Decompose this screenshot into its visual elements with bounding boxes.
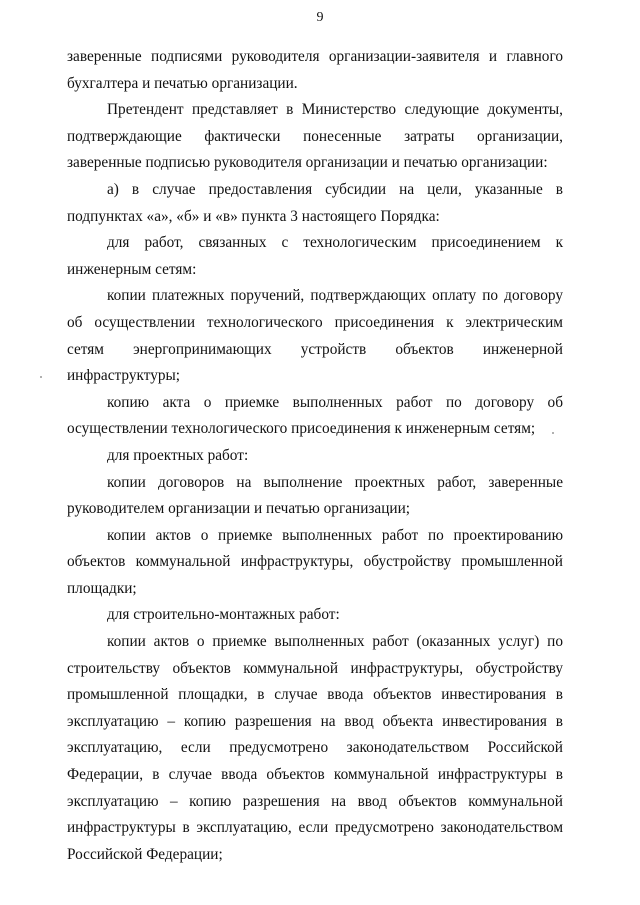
paragraph-item-a: а) в случае предоставления субсидии на цели, указанные в подпунктах «а», «б» и «в» пункта 3 настоящего Порядка: bbox=[67, 180, 563, 225]
paragraph-design-acceptance-acts: копии актов о приемке выполненных работ по проектированию объектов коммунальной инфраструктуры, обустройству промышленной площадки; bbox=[67, 526, 563, 597]
document-body bbox=[67, 44, 563, 868]
paragraph-design-works-heading: для проектных работ: bbox=[107, 446, 249, 464]
paragraph-payment-orders: копии платежных поручений, подтверждающих оплату по договору об осуществлении технологического присоединения к электрическим сетям энергопринимающих устройств объектов инженерной инфраструктуры; bbox=[67, 287, 563, 385]
paragraph-continuation: заверенные подписями руководителя организации-заявителя и главного бухгалтера и печатью организации. bbox=[67, 48, 563, 92]
scan-speck bbox=[40, 376, 42, 378]
scan-speck bbox=[552, 432, 554, 434]
paragraph-documents-intro: Претендент представляет в Министерство следующие документы, подтверждающие фактически понесенные затраты организации, заверенные подписью руководителя организации и печатью организации: bbox=[67, 101, 563, 172]
paragraph-tech-connection-heading: для работ, связанных с технологическим присоединением к инженерным сетям: bbox=[67, 234, 563, 278]
paragraph-construction-acceptance-acts: копии актов о приемке выполненных работ (оказанных услуг) по строительству объектов коммунальной инфраструктуры, обустройству промышленной площадки, в случае ввода объектов инвестирования в эксплуатацию – копию разрешения на ввод объекта инвестирования в эксплуатацию, если предусмотрено законодательством Российской Федерации, в случае ввода объектов коммунальной инфраструктуры в эксплуатацию – копию разрешения на ввод объектов коммунальной инфраструктуры в эксплуатацию, если предусмотрено законодательством Российской Федерации; bbox=[67, 633, 563, 863]
paragraph-design-contracts: копии договоров на выполнение проектных работ, заверенные руководителем организации и печатью организации; bbox=[67, 473, 563, 518]
paragraph-acceptance-act: копию акта о приемке выполненных работ по договору об осуществлении технологического присоединения к инженерным сетям; bbox=[67, 393, 563, 438]
paragraph-construction-works-heading: для строительно-монтажных работ: bbox=[107, 606, 340, 624]
page-number: 9 bbox=[316, 10, 324, 25]
